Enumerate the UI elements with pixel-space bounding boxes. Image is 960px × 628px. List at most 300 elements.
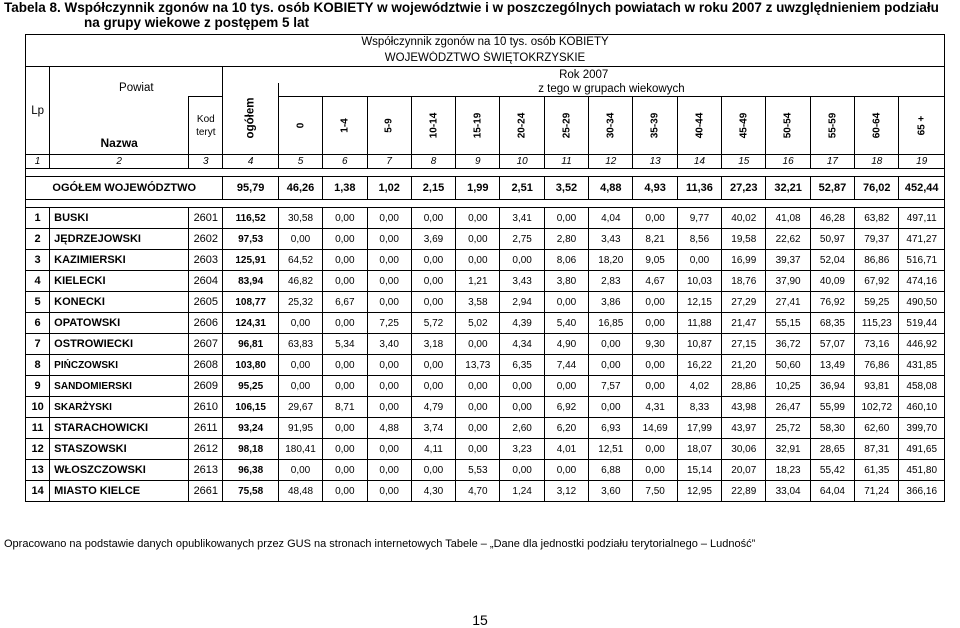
row-value: 0,00 [367, 208, 411, 229]
header-age-12 [810, 97, 854, 155]
row-value: 490,50 [899, 292, 945, 313]
table-row [26, 334, 945, 355]
row-value: 7,25 [367, 313, 411, 334]
row-value: 3,23 [500, 439, 544, 460]
row-value: 0,00 [367, 397, 411, 418]
table-title [4, 0, 954, 30]
row-value: 0,00 [411, 355, 455, 376]
table-row [26, 460, 945, 481]
row-kod: 2661 [189, 481, 223, 502]
row-value: 0,00 [367, 292, 411, 313]
row-value: 0,00 [544, 460, 588, 481]
row-value: 516,71 [899, 250, 945, 271]
row-value: 0,00 [323, 481, 367, 502]
row-value: 6,92 [544, 397, 588, 418]
header-age-3 [411, 97, 455, 155]
row-value: 2,83 [589, 271, 633, 292]
row-value: 0,00 [456, 418, 500, 439]
row-name: STASZOWSKI [50, 439, 189, 460]
row-value: 58,30 [810, 418, 854, 439]
row-value: 446,92 [899, 334, 945, 355]
column-number: 9 [456, 155, 500, 169]
row-value: 0,00 [544, 292, 588, 313]
row-value: 25,32 [278, 292, 322, 313]
row-lp: 11 [26, 418, 50, 439]
row-value: 3,18 [411, 334, 455, 355]
row-value: 0,00 [589, 334, 633, 355]
row-value: 50,97 [810, 229, 854, 250]
row-value: 10,03 [677, 271, 721, 292]
column-number: 6 [323, 155, 367, 169]
row-value: 0,00 [633, 292, 677, 313]
row-value: 0,00 [411, 460, 455, 481]
column-number-row [26, 155, 945, 169]
row-value: 18,20 [589, 250, 633, 271]
row-name: JĘDRZEJOWSKI [50, 229, 189, 250]
row-value: 28,65 [810, 439, 854, 460]
header-age-4 [456, 97, 500, 155]
row-value: 431,85 [899, 355, 945, 376]
row-value: 3,41 [500, 208, 544, 229]
row-value: 17,99 [677, 418, 721, 439]
row-kod: 2605 [189, 292, 223, 313]
total-value: 452,44 [899, 177, 945, 200]
row-value: 4,88 [367, 418, 411, 439]
row-ogolem: 93,24 [223, 418, 278, 439]
row-value: 55,42 [810, 460, 854, 481]
row-value: 0,00 [367, 250, 411, 271]
row-lp: 6 [26, 313, 50, 334]
total-row [26, 177, 945, 200]
row-value: 0,00 [323, 250, 367, 271]
column-number: 17 [810, 155, 854, 169]
total-value: 2,51 [500, 177, 544, 200]
total-value: 4,93 [633, 177, 677, 200]
row-value: 3,74 [411, 418, 455, 439]
column-number: 2 [50, 155, 189, 169]
table-row [26, 439, 945, 460]
row-value: 16,22 [677, 355, 721, 376]
row-value: 87,31 [855, 439, 899, 460]
row-value: 36,72 [766, 334, 810, 355]
row-value: 29,67 [278, 397, 322, 418]
row-value: 0,00 [323, 355, 367, 376]
row-value: 37,90 [766, 271, 810, 292]
row-value: 7,50 [633, 481, 677, 502]
row-value: 26,47 [766, 397, 810, 418]
row-value: 57,07 [810, 334, 854, 355]
row-lp: 2 [26, 229, 50, 250]
title-line-1: Tabela 8. Współczynnik zgonów na 10 tys. osób KOBIETY w województwie i w poszczególnych powiatach w roku 2007 z uwzględnieniem podziału [4, 0, 939, 15]
row-ogolem: 124,31 [223, 313, 278, 334]
row-value: 0,00 [278, 355, 322, 376]
row-value: 497,11 [899, 208, 945, 229]
column-number: 13 [633, 155, 677, 169]
row-name: WŁOSZCZOWSKI [50, 460, 189, 481]
row-value: 64,04 [810, 481, 854, 502]
row-kod: 2604 [189, 271, 223, 292]
row-value: 76,92 [810, 292, 854, 313]
column-number: 11 [544, 155, 588, 169]
header-age-7 [589, 97, 633, 155]
row-value: 93,81 [855, 376, 899, 397]
header-kod-teryt [189, 97, 223, 155]
header-ogolem [223, 83, 278, 155]
row-value: 43,97 [722, 418, 766, 439]
header-age-label: 15-19 [472, 112, 484, 139]
row-lp: 13 [26, 460, 50, 481]
total-value: 32,21 [766, 177, 810, 200]
row-name: KONECKI [50, 292, 189, 313]
row-value: 18,23 [766, 460, 810, 481]
row-name: MIASTO KIELCE [50, 481, 189, 502]
header-age-label: 20-24 [516, 112, 528, 139]
row-kod: 2611 [189, 418, 223, 439]
header-age-14 [899, 97, 945, 155]
row-value: 180,41 [278, 439, 322, 460]
row-value: 0,00 [367, 460, 411, 481]
row-name: STARACHOWICKI [50, 418, 189, 439]
row-value: 12,51 [589, 439, 633, 460]
row-value: 4,11 [411, 439, 455, 460]
row-value: 46,28 [810, 208, 854, 229]
row-value: 7,44 [544, 355, 588, 376]
row-value: 40,02 [722, 208, 766, 229]
row-value: 6,20 [544, 418, 588, 439]
row-kod: 2607 [189, 334, 223, 355]
row-value: 0,00 [456, 439, 500, 460]
row-ogolem: 125,91 [223, 250, 278, 271]
row-value: 14,69 [633, 418, 677, 439]
row-value: 8,71 [323, 397, 367, 418]
row-lp: 5 [26, 292, 50, 313]
row-value: 79,37 [855, 229, 899, 250]
row-value: 0,00 [411, 271, 455, 292]
column-number: 7 [367, 155, 411, 169]
total-label: OGÓŁEM WOJEWÓDZTWO [26, 177, 223, 200]
row-value: 5,34 [323, 334, 367, 355]
row-lp: 3 [26, 250, 50, 271]
row-value: 13,73 [456, 355, 500, 376]
header-age-label: 30-34 [605, 112, 617, 139]
header-age-0 [278, 97, 322, 155]
row-value: 15,14 [677, 460, 721, 481]
row-value: 0,00 [500, 250, 544, 271]
row-value: 0,00 [323, 229, 367, 250]
row-value: 0,00 [500, 460, 544, 481]
row-lp: 1 [26, 208, 50, 229]
row-value: 32,91 [766, 439, 810, 460]
row-value: 30,58 [278, 208, 322, 229]
header-age-label: 60-64 [871, 112, 883, 139]
row-value: 27,15 [722, 334, 766, 355]
row-value: 0,00 [367, 439, 411, 460]
header-age-11 [766, 97, 810, 155]
header-teryt: teryt [196, 126, 216, 138]
row-name: PIŃCZOWSKI [50, 355, 189, 376]
row-kod: 2612 [189, 439, 223, 460]
row-value: 4,34 [500, 334, 544, 355]
row-kod: 2609 [189, 376, 223, 397]
row-value: 21,20 [722, 355, 766, 376]
row-value: 41,08 [766, 208, 810, 229]
row-value: 491,65 [899, 439, 945, 460]
page-number: 15 [472, 612, 488, 628]
row-ogolem: 108,77 [223, 292, 278, 313]
header-age-label: 0 [295, 122, 306, 129]
row-ogolem: 97,53 [223, 229, 278, 250]
header-age-label: 55-59 [826, 112, 838, 139]
row-value: 366,16 [899, 481, 945, 502]
table-row [26, 208, 945, 229]
row-value: 50,60 [766, 355, 810, 376]
table-row [26, 250, 945, 271]
row-value: 8,06 [544, 250, 588, 271]
row-value: 0,00 [633, 208, 677, 229]
row-value: 13,49 [810, 355, 854, 376]
table-row [26, 355, 945, 376]
row-value: 36,94 [810, 376, 854, 397]
row-value: 0,00 [544, 208, 588, 229]
row-value: 0,00 [367, 271, 411, 292]
row-value: 10,25 [766, 376, 810, 397]
column-number: 18 [855, 155, 899, 169]
row-value: 458,08 [899, 376, 945, 397]
row-lp: 14 [26, 481, 50, 502]
row-value: 18,07 [677, 439, 721, 460]
row-value: 0,00 [500, 397, 544, 418]
row-value: 0,00 [323, 376, 367, 397]
row-value: 460,10 [899, 397, 945, 418]
table-row [26, 481, 945, 502]
row-value: 4,02 [677, 376, 721, 397]
row-value: 86,86 [855, 250, 899, 271]
row-value: 30,06 [722, 439, 766, 460]
header-lp: Lp [26, 67, 50, 155]
row-ogolem: 83,94 [223, 271, 278, 292]
row-ogolem: 96,81 [223, 334, 278, 355]
row-value: 46,82 [278, 271, 322, 292]
row-value: 6,88 [589, 460, 633, 481]
row-value: 0,00 [278, 376, 322, 397]
row-value: 3,58 [456, 292, 500, 313]
header-age-label: 45-49 [738, 112, 750, 139]
column-number: 5 [278, 155, 322, 169]
row-value: 0,00 [367, 376, 411, 397]
header-age-8 [633, 97, 677, 155]
row-name: KIELECKI [50, 271, 189, 292]
total-value: 52,87 [810, 177, 854, 200]
row-value: 4,01 [544, 439, 588, 460]
header-age-label: 10-14 [427, 112, 439, 139]
row-value: 1,24 [500, 481, 544, 502]
row-lp: 9 [26, 376, 50, 397]
row-value: 48,48 [278, 481, 322, 502]
column-number: 19 [899, 155, 945, 169]
row-value: 10,87 [677, 334, 721, 355]
spacer-cell [26, 169, 945, 177]
row-value: 16,85 [589, 313, 633, 334]
row-value: 4,79 [411, 397, 455, 418]
table-row [26, 292, 945, 313]
row-lp: 4 [26, 271, 50, 292]
header-line-1: Współczynnik zgonów na 10 tys. osób KOBIETY [26, 35, 945, 51]
row-value: 0,00 [456, 208, 500, 229]
row-value: 115,23 [855, 313, 899, 334]
column-number: 4 [223, 155, 278, 169]
total-value: 2,15 [411, 177, 455, 200]
row-value: 399,70 [899, 418, 945, 439]
spacer-row [26, 169, 945, 177]
total-value: 1,02 [367, 177, 411, 200]
row-value: 451,80 [899, 460, 945, 481]
row-value: 71,24 [855, 481, 899, 502]
row-value: 3,60 [589, 481, 633, 502]
header-line-2: WOJEWÓDZTWO ŚWIĘTOKRZYSKIE [26, 51, 945, 67]
row-value: 0,00 [411, 292, 455, 313]
row-value: 3,43 [500, 271, 544, 292]
row-value: 0,00 [456, 376, 500, 397]
header-powiat: Powiat [50, 67, 223, 97]
total-value: 1,99 [456, 177, 500, 200]
header-age-label: 35-39 [649, 112, 661, 139]
row-value: 5,53 [456, 460, 500, 481]
row-name: BUSKI [50, 208, 189, 229]
row-value: 0,00 [411, 250, 455, 271]
header-age-5 [500, 97, 544, 155]
header-age-label: 50-54 [782, 112, 794, 139]
row-value: 12,15 [677, 292, 721, 313]
row-kod: 2606 [189, 313, 223, 334]
row-name: OSTROWIECKI [50, 334, 189, 355]
row-value: 102,72 [855, 397, 899, 418]
row-value: 2,60 [500, 418, 544, 439]
header-age-label: 1-4 [339, 118, 351, 133]
header-ogolem-label: ogółem [244, 97, 257, 139]
row-value: 2,75 [500, 229, 544, 250]
row-value: 18,76 [722, 271, 766, 292]
row-value: 0,00 [323, 313, 367, 334]
total-value: 3,52 [544, 177, 588, 200]
header-nazwa: Nazwa [50, 97, 189, 155]
row-ogolem: 75,58 [223, 481, 278, 502]
row-value: 0,00 [323, 418, 367, 439]
row-value: 0,00 [500, 376, 544, 397]
row-value: 7,57 [589, 376, 633, 397]
row-kod: 2610 [189, 397, 223, 418]
row-value: 6,35 [500, 355, 544, 376]
row-value: 67,92 [855, 271, 899, 292]
header-kod: Kod [196, 113, 215, 125]
total-value: 4,88 [589, 177, 633, 200]
row-value: 4,39 [500, 313, 544, 334]
row-value: 0,00 [323, 460, 367, 481]
row-value: 0,00 [456, 334, 500, 355]
row-value: 5,02 [456, 313, 500, 334]
header-age-label: 5-9 [383, 118, 395, 133]
row-value: 16,99 [722, 250, 766, 271]
row-value: 0,00 [278, 313, 322, 334]
row-value: 91,95 [278, 418, 322, 439]
header-subgroups: z tego w grupach wiekowych [278, 83, 944, 97]
row-value: 0,00 [633, 460, 677, 481]
total-value: 1,38 [323, 177, 367, 200]
row-value: 43,98 [722, 397, 766, 418]
row-value: 2,80 [544, 229, 588, 250]
row-value: 59,25 [855, 292, 899, 313]
row-value: 12,95 [677, 481, 721, 502]
row-value: 0,00 [633, 376, 677, 397]
row-value: 63,83 [278, 334, 322, 355]
row-name: SKARŻYSKI [50, 397, 189, 418]
row-kod: 2613 [189, 460, 223, 481]
column-number: 14 [677, 155, 721, 169]
row-value: 9,77 [677, 208, 721, 229]
row-value: 27,41 [766, 292, 810, 313]
row-value: 0,00 [278, 460, 322, 481]
header-age-13 [855, 97, 899, 155]
row-lp: 12 [26, 439, 50, 460]
mortality-table [25, 34, 945, 502]
row-value: 19,58 [722, 229, 766, 250]
row-value: 52,04 [810, 250, 854, 271]
row-value: 62,60 [855, 418, 899, 439]
row-value: 4,90 [544, 334, 588, 355]
row-value: 0,00 [278, 229, 322, 250]
row-value: 55,99 [810, 397, 854, 418]
row-ogolem: 95,25 [223, 376, 278, 397]
row-value: 0,00 [456, 229, 500, 250]
row-value: 0,00 [411, 376, 455, 397]
header-age-10 [722, 97, 766, 155]
row-value: 11,88 [677, 313, 721, 334]
table-row [26, 376, 945, 397]
row-value: 1,21 [456, 271, 500, 292]
row-kod: 2602 [189, 229, 223, 250]
row-value: 40,09 [810, 271, 854, 292]
row-value: 3,40 [367, 334, 411, 355]
row-value: 8,21 [633, 229, 677, 250]
row-value: 0,00 [456, 397, 500, 418]
row-value: 0,00 [589, 397, 633, 418]
row-ogolem: 98,18 [223, 439, 278, 460]
row-value: 0,00 [323, 271, 367, 292]
row-kod: 2603 [189, 250, 223, 271]
row-value: 474,16 [899, 271, 945, 292]
row-value: 0,00 [677, 250, 721, 271]
row-ogolem: 116,52 [223, 208, 278, 229]
row-value: 27,29 [722, 292, 766, 313]
row-value: 6,93 [589, 418, 633, 439]
row-value: 0,00 [544, 376, 588, 397]
row-name: OPATOWSKI [50, 313, 189, 334]
row-ogolem: 103,80 [223, 355, 278, 376]
row-value: 4,31 [633, 397, 677, 418]
row-value: 9,05 [633, 250, 677, 271]
row-value: 0,00 [633, 313, 677, 334]
row-value: 73,16 [855, 334, 899, 355]
row-value: 4,67 [633, 271, 677, 292]
header-age-6 [544, 97, 588, 155]
header-year: Rok 2007 [223, 67, 945, 83]
row-value: 61,35 [855, 460, 899, 481]
column-number: 3 [189, 155, 223, 169]
row-value: 519,44 [899, 313, 945, 334]
spacer-row [26, 200, 945, 208]
table-row [26, 271, 945, 292]
column-number: 1 [26, 155, 50, 169]
header-age-1 [323, 97, 367, 155]
